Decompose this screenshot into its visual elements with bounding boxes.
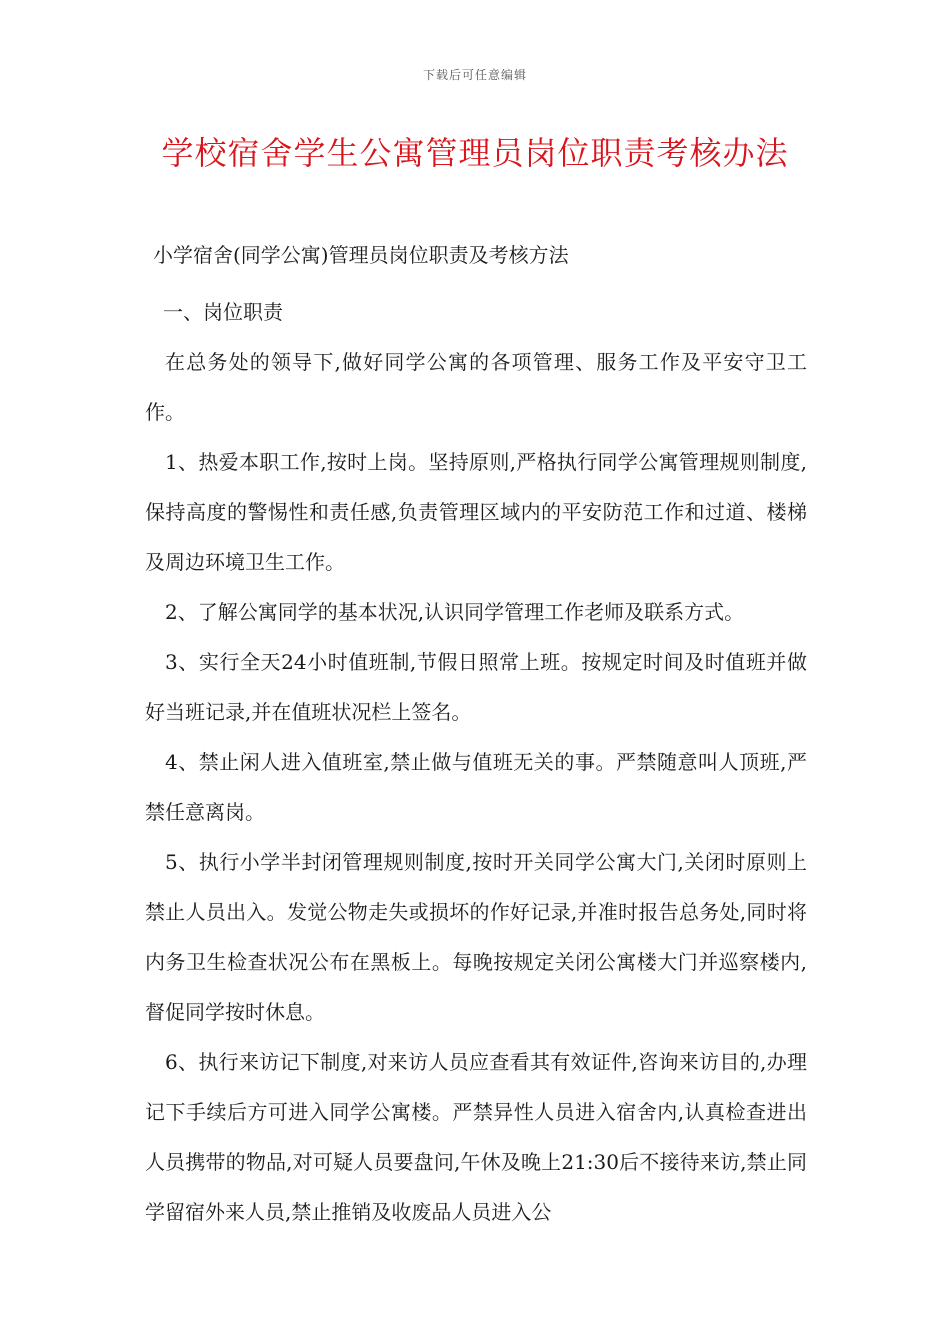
paragraph-item-1: 1、热爱本职工作,按时上岗。坚持原则,严格执行同学公寓管理规则制度,保持高度的警惕性和责任感,负责管理区域内的平安防范工作和过道、楼梯及周边环境卫生工作。 [145, 450, 807, 574]
document-subtitle: 小学宿舍(同学公寓)管理员岗位职责及考核方法 [153, 243, 569, 267]
paragraph-item-3: 3、实行全天24小时值班制,节假日照常上班。按规定时间及时值班并做好当班记录,并在值班状况栏上签名。 [145, 650, 807, 724]
document-body [145, 230, 807, 1237]
paragraph-item-5: 5、执行小学半封闭管理规则制度,按时开关同学公寓大门,关闭时原则上禁止人员出入。发觉公物走失或损坏的作好记录,并准时报告总务处,同时将内务卫生检查状况公布在黑板上。每晚按规定关闭公寓楼大门并巡察楼内,督促同学按时休息。 [145, 850, 807, 1024]
paragraph-item-2: 2、了解公寓同学的基本状况,认识同学管理工作老师及联系方式。 [165, 600, 745, 624]
paragraph-item-4: 4、禁止闲人进入值班室,禁止做与值班无关的事。严禁随意叫人顶班,严禁任意离岗。 [145, 750, 807, 824]
document-title: 学校宿舍学生公寓管理员岗位职责考核办法 [161, 134, 789, 172]
paragraph-item-6: 6、执行来访记下制度,对来访人员应查看其有效证件,咨询来访目的,办理记下手续后方可进入同学公寓楼。严禁异性人员进入宿舍内,认真检查进出人员携带的物品,对可疑人员要盘问,午休及晚上21:30后不接待来访,禁止同学留宿外来人员,禁止推销及收废品人员进入公 [145, 1050, 807, 1224]
section-heading: 一、岗位职责 [163, 300, 283, 324]
header-note: 下载后可任意编辑 [422, 68, 527, 82]
paragraph-intro: 在总务处的领导下,做好同学公寓的各项管理、服务工作及平安守卫工作。 [145, 350, 807, 424]
